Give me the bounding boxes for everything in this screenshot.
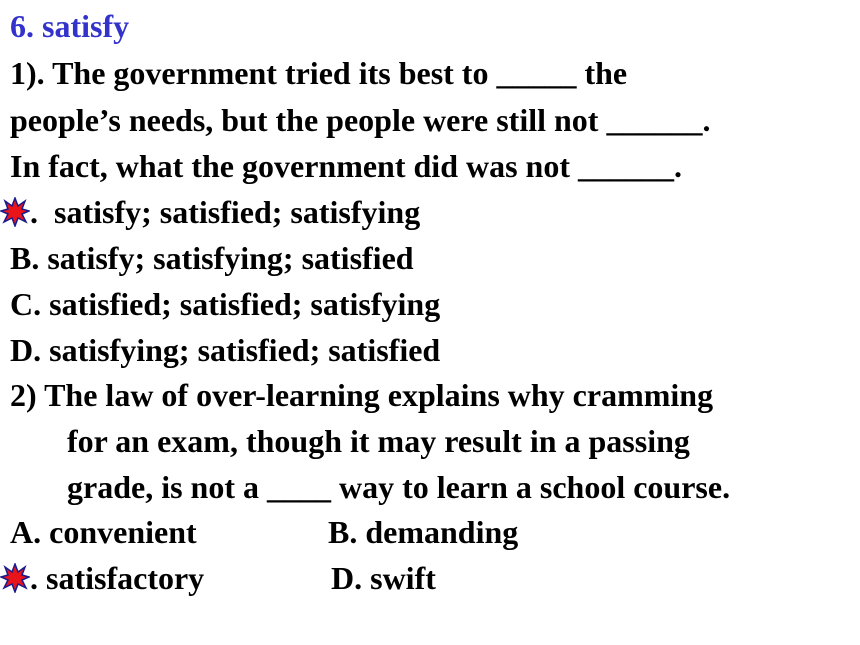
answer-marker-q2-starburst-icon [0,563,30,593]
answer-marker-q1-starburst-icon [0,197,30,227]
question2-line2: for an exam, though it may result in a passing [67,423,690,459]
question2-option-d: D. swift [331,560,436,596]
question1-option-c: C. satisfied; satisfied; satisfying [10,286,441,322]
question1-option-d: D. satisfying; satisfied; satisfied [10,332,441,368]
question1-line2: people’s needs, but the people were still not ______. [10,102,711,138]
question2-line3: grade, is not a ____ way to learn a school course. [67,469,731,505]
question1-line3: In fact, what the government did was not ______. [10,148,682,184]
slide-title: 6. satisfy [10,8,130,44]
question2-option-b: B. demanding [328,514,519,550]
question2-option-c: . satisfactory [30,560,205,596]
question2-option-a: A. convenient [10,514,197,550]
question1-option-b: B. satisfy; satisfying; satisfied [10,240,414,276]
question1-option-a: . satisfy; satisfied; satisfying [30,194,421,230]
question2-line1: 2) The law of over-learning explains why cramming [10,377,714,413]
question1-line1: 1). The government tried its best to _____ the [10,55,628,91]
